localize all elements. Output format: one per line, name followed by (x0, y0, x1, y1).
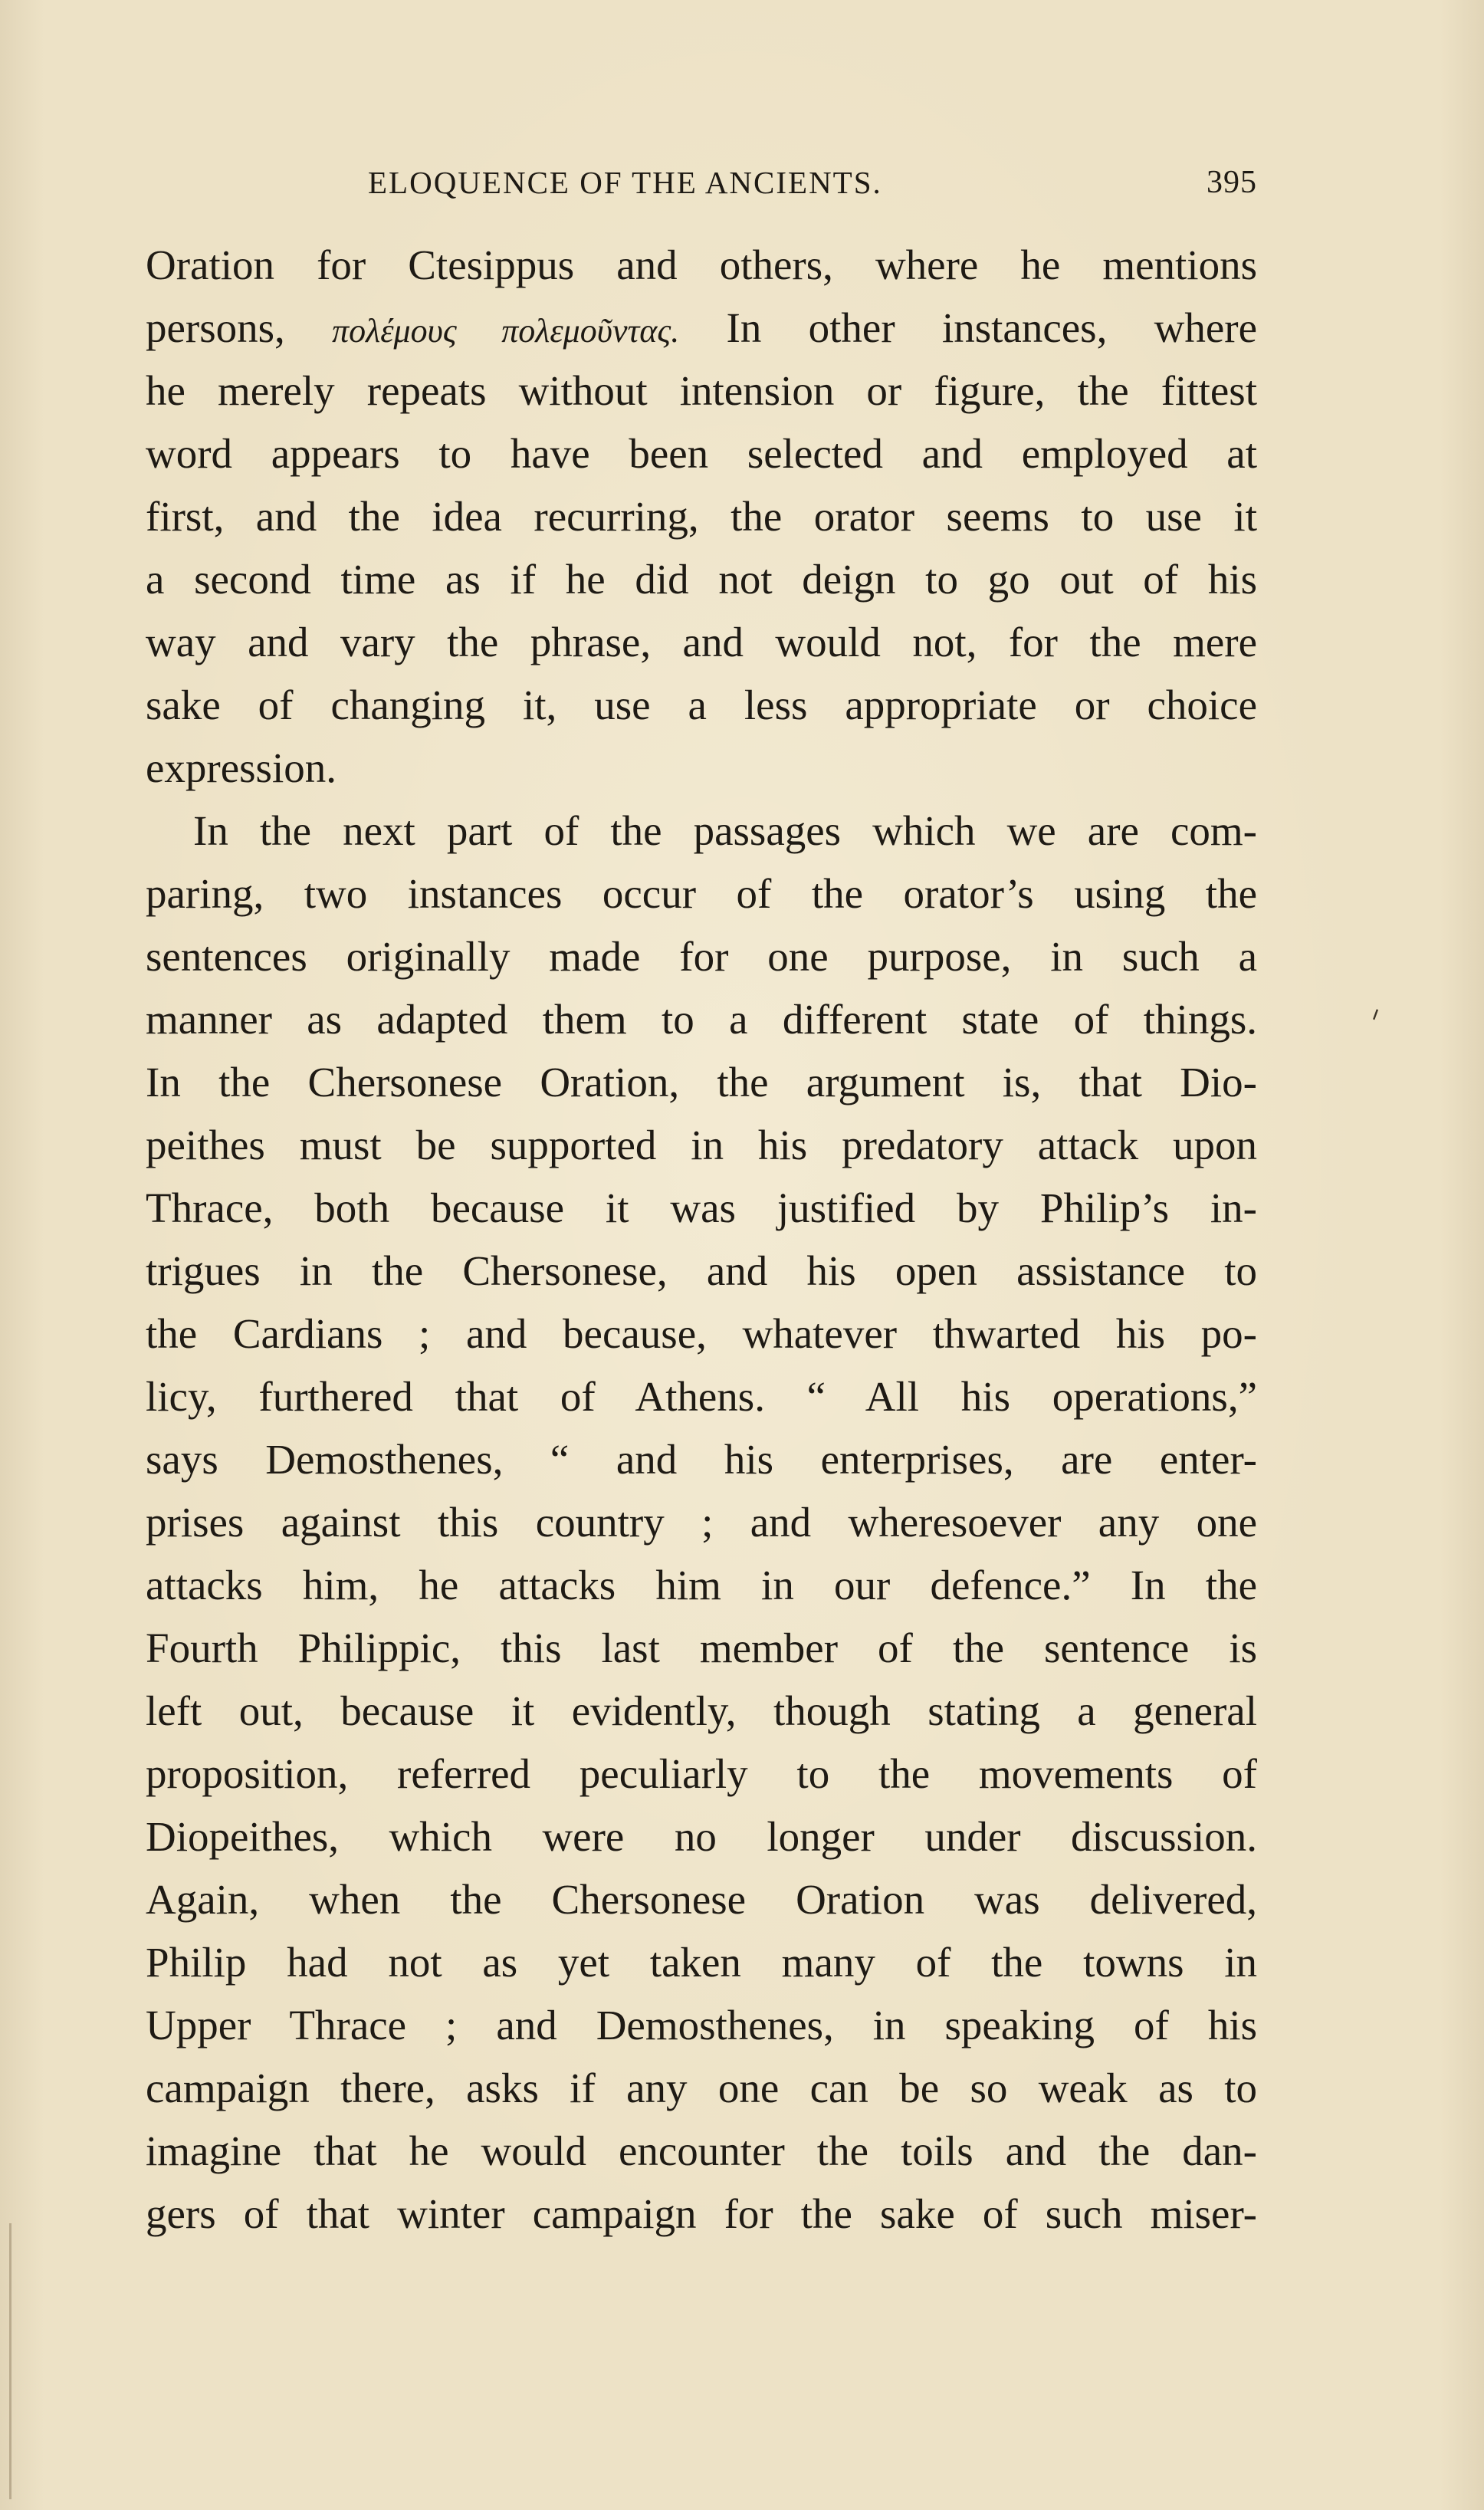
text-line: way and vary the phrase, and would not, for the mere (146, 619, 1257, 665)
text-line: the Cardians ; and because, whatever thwarted his po- (146, 1310, 1257, 1357)
text-fragment: persons, (146, 304, 333, 351)
text-line: trigues in the Chersonese, and his open assistance to (146, 1247, 1257, 1294)
text-line: campaign there, asks if any one can be so weak as to (146, 2065, 1257, 2111)
text-line: attacks him, he attacks him in our defence.” In the (146, 1562, 1257, 1608)
running-title: ELOQUENCE OF THE ANCIENTS. (368, 165, 882, 200)
margin-mark: ᐟ (1367, 1004, 1388, 1036)
text-line: he merely repeats without intension or figure, the fittest (146, 367, 1257, 414)
text-line: word appears to have been selected and employed at (146, 430, 1257, 477)
text-line: proposition, referred peculiarly to the movements of (146, 1750, 1257, 1797)
page-number: 395 (1207, 165, 1257, 200)
page-edge-shadow (9, 2223, 11, 2499)
text-line: Thrace, both because it was justified by Philip’s in- (146, 1184, 1257, 1231)
text-line: a second time as if he did not deign to go out of his (146, 556, 1257, 603)
text-line: Diopeithes, which were no longer under discussion. (146, 1813, 1257, 1860)
greek-phrase: πολέμους πολεμοῦντας. (332, 312, 680, 350)
text-line: sentences originally made for one purpose, in such a (146, 933, 1257, 980)
text-line: sake of changing it, use a less appropriate or choice (146, 682, 1257, 728)
paragraph-first-line: In the next part of the passages which we are com- (193, 807, 1257, 854)
text-line: expression. (146, 744, 337, 791)
text-line: Oration for Ctesippus and others, where he mentions (146, 241, 1257, 288)
text-line: peithes must be supported in his predatory attack upon (146, 1122, 1257, 1168)
text-line: Fourth Philippic, this last member of the sentence is (146, 1625, 1257, 1671)
text-line: manner as adapted them to a different state of things. (146, 996, 1257, 1043)
text-line: says Demosthenes, “ and his enterprises, are enter- (146, 1436, 1257, 1483)
text-line: Again, when the Chersonese Oration was delivered, (146, 1876, 1257, 1923)
text-line: left out, because it evidently, though stating a general (146, 1687, 1257, 1734)
text-line: licy, furthered that of Athens. “ All his operations,” (146, 1373, 1257, 1420)
running-head (146, 153, 1257, 207)
text-line: first, and the idea recurring, the orator seems to use it (146, 493, 1257, 540)
text-line: gers of that winter campaign for the sake of such miser- (146, 2190, 1257, 2237)
text-line: Upper Thrace ; and Demosthenes, in speaking of his (146, 2002, 1257, 2048)
body-text (146, 234, 1257, 2246)
text-line: imagine that he would encounter the toils and the dan- (146, 2127, 1257, 2174)
text-line: prises against this country ; and wheresoever any one (146, 1499, 1257, 1546)
text-line: paring, two instances occur of the orator’s using the (146, 870, 1257, 917)
text-line (146, 297, 1257, 360)
text-fragment: In other instances, where (679, 304, 1257, 351)
text-line: In the Chersonese Oration, the argument is, that Dio- (146, 1059, 1257, 1106)
text-line: Philip had not as yet taken many of the towns in (146, 1939, 1257, 1986)
